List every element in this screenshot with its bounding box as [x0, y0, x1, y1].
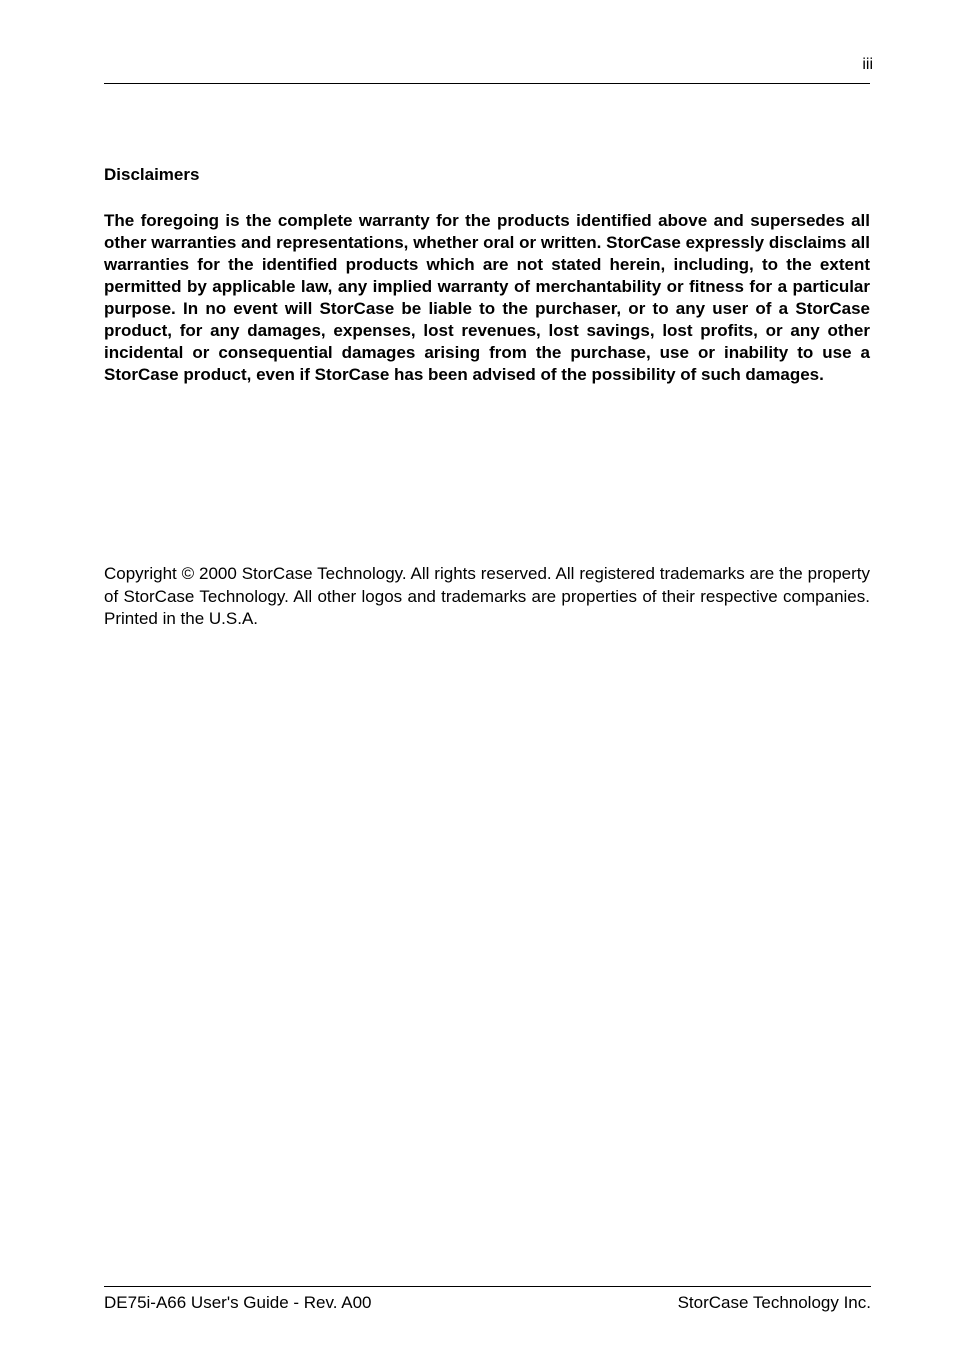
- footer-document-title: DE75i-A66 User's Guide - Rev. A00: [104, 1293, 372, 1312]
- copyright-notice: Copyright © 2000 StorCase Technology. All rights reserved. All registered trademarks are the property of StorCase Technology. All other logos and trademarks are properties of their respective companies. Printed in the U.S.A.: [104, 564, 870, 628]
- footer-company-name: StorCase Technology Inc.: [677, 1293, 871, 1312]
- disclaimers-heading: Disclaimers: [104, 165, 200, 184]
- header-rule: [104, 83, 870, 84]
- footer-rule: [104, 1286, 871, 1287]
- page-number: iii: [862, 56, 873, 73]
- disclaimers-body: The foregoing is the complete warranty for the products identified above and supersedes all other warranties and representations, whether oral or written. StorCase expressly disclaims all warranties for the identified products which are not stated herein, including, to the extent permitted by applicable law, any implied warranty of merchantability or fitness for a particular purpose. In no event will StorCase be liable to the purchaser, or to any user of a StorCase product, for any damages, expenses, lost revenues, lost savings, lost profits, or any other incidental or consequential damages arising from the purchase, use or inability to use a StorCase product, even if StorCase has been advised of the possibility of such damages.: [104, 211, 870, 384]
